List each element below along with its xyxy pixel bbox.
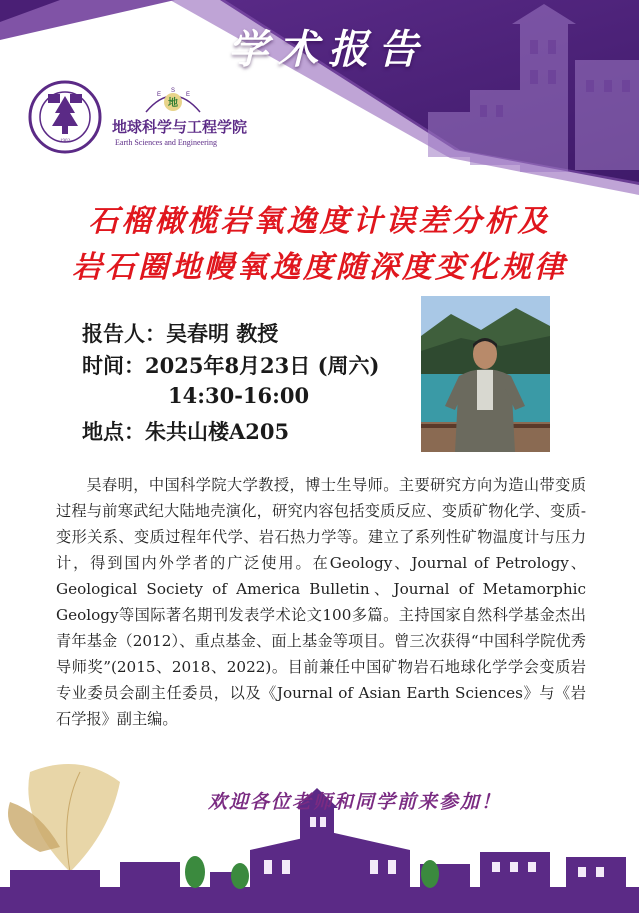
speaker-value: 吴春明 教授 <box>166 321 279 346</box>
svg-text:1902: 1902 <box>60 139 70 144</box>
place-row <box>82 416 289 446</box>
speaker-label: 报告人： <box>82 321 166 346</box>
time-label: 时间： <box>82 353 145 378</box>
time-date: 2025年8月23日 (周六) <box>145 353 380 378</box>
speaker-photo <box>421 296 550 452</box>
college-logo <box>112 86 272 156</box>
university-seal-icon <box>28 80 102 154</box>
svg-text:E: E <box>157 92 162 98</box>
banner-title: 学术报告 <box>228 26 428 73</box>
place-value: 朱共山楼A205 <box>145 419 290 444</box>
time-hours: 14:30-16:00 <box>168 383 310 408</box>
college-name-cn: 地球科学与工程学院 <box>112 118 248 136</box>
talk-title-line2: 岩石圈地幔氧逸度随深度变化规律 <box>72 250 567 285</box>
svg-text:E: E <box>186 92 191 98</box>
place-label: 地点： <box>82 419 145 444</box>
header-banner <box>0 0 639 195</box>
time-row <box>82 350 379 380</box>
welcome-message: 欢迎各位老师和同学前来参加！ <box>208 791 503 813</box>
talk-title-line1: 石榴橄榄岩氧逸度计误差分析及 <box>88 204 551 239</box>
speaker-row <box>82 318 278 348</box>
college-mark-icon <box>142 86 204 116</box>
footer-decoration <box>0 752 639 913</box>
svg-text:地: 地 <box>168 98 178 109</box>
speaker-bio <box>56 472 586 732</box>
bio-text: 吴春明，中国科学院大学教授，博士生导师。主要研究方向为造山带变质过程与前寒武纪大陆地壳演化，研究内容包括变质反应、变质矿物化学、变质-变形关系、变质过程年代学、岩石热力学等。建立了系列性矿物温度计与压力计，得到国内外学者的广泛使用。在Geology、Journal of Petrology、Geological Society of America Bulletin、Journal of Metamorphic Geology等国际著名期刊发表学术论文100多篇。主持国家自然科学基金杰出青年基金（2012）、重点基金、面上基金等项目。曾三次获得“中国科学院优秀导师奖”(2015、2018、2022)。目前兼任中国矿物岩石地球化学学会变质岩专业委员会副主任委员，以及《Journal of Asian Earth Sciences》与《岩石学报》副主编。 <box>56 476 586 728</box>
svg-text:S: S <box>171 88 176 94</box>
college-name-en: Earth Sciences and Engineering <box>115 138 217 147</box>
